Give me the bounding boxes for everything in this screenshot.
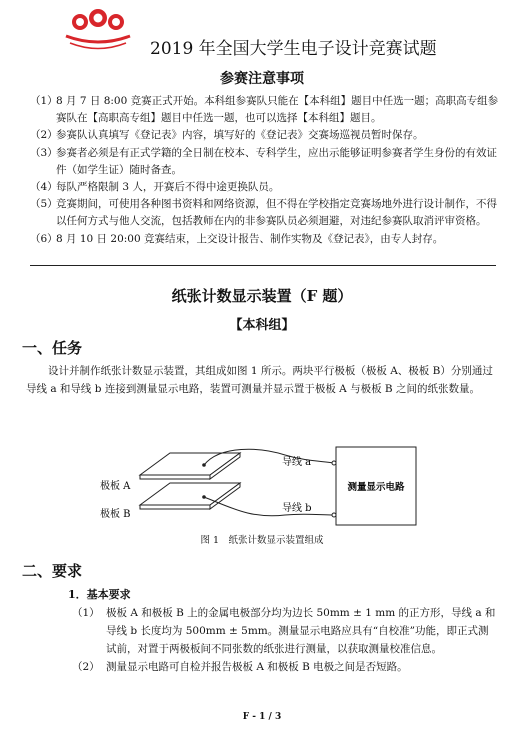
- box-label: 测量显示电路: [347, 482, 405, 493]
- contest-logo: [58, 6, 138, 56]
- requirements-heading: 二、要求: [22, 562, 83, 580]
- task-description: 设计并制作纸张计数显示装置，其组成如图 1 所示。两块平行极板（极板 A、极板 B）分别通过导线 a 和导线 b 连接到测量显示电路，装置可测量并显示置于极板 A 与极板 B 之间的纸张数量。: [26, 365, 493, 395]
- notice-title: 参赛注意事项: [220, 71, 304, 87]
- requirements-list: [72, 604, 498, 676]
- wire-b: [204, 497, 334, 516]
- basic-requirements-heading: 1．基本要求: [68, 588, 131, 601]
- page-number: F - 1 / 3: [242, 712, 282, 722]
- notice-list: [30, 93, 500, 248]
- notice-item: （5） 竞赛期间，可使用各种图书资料和网络资源，但不得在学校指定竞赛场地外进行设计制作，不得以任何方式与他人交流，包括教师在内的非参赛队员必须迴避，对违纪参赛队取消评审资格。: [30, 198, 497, 228]
- wire-b-label: 导线 b: [282, 503, 312, 514]
- notice-item: （6） 8 月 10 日 20:00 竞赛结束，上交设计报告、制作实物及《登记表》，由专人封存。: [30, 232, 444, 245]
- problem-category: 【本科组】: [229, 318, 295, 333]
- notice-item: （2） 参赛队认真填写《登记表》内容，填写好的《登记表》交赛场巡视员暂时保存。: [30, 129, 424, 142]
- section-divider: [30, 265, 496, 266]
- page-title: 2019 年全国大学生电子设计竞赛试题: [150, 39, 437, 59]
- problem-title: 纸张计数显示装置（F 题）: [171, 287, 353, 305]
- figure-1-diagram: [100, 445, 420, 531]
- notice-item: （3） 参赛者必须是有正式学籍的全日制在校本、专科学生，应出示能够证明参赛者学生身份的有效证件（如学生证）随时备查。: [30, 146, 497, 176]
- plate-b-label: 极板 B: [100, 509, 131, 520]
- wire-a-label: 导线 a: [282, 457, 312, 468]
- notice-item: （4） 每队严格限制 3 人，开赛后不得中途更换队员。: [30, 181, 280, 194]
- plate-a-label: 极板 A: [100, 481, 131, 492]
- requirement-item: （1） 极板 A 和极板 B 上的金属电极部分均为边长 50mm ± 1 mm 的正方形，导线 a 和导线 b 长度均为 500mm ± 5mm。测量显示电路应具有“自校准”功能，即正式测试前，对置于两极板间不同张数的纸张进行测量，以获取测量校准信息。: [72, 607, 496, 655]
- requirement-item: （2） 测量显示电路可自检并报告极板 A 和极板 B 电极之间是否短路。: [72, 661, 408, 673]
- task-heading: 一、任务: [22, 339, 83, 357]
- notice-item: （1） 8 月 7 日 8:00 竞赛正式开始。本科组参赛队只能在【本科组】题目中任选一题；高职高专组参赛队在【高职高专组】题目中任选一题，也可以选择【本科组】题目。: [30, 95, 499, 125]
- figure-caption: 图 1 纸张计数显示装置组成: [200, 535, 324, 546]
